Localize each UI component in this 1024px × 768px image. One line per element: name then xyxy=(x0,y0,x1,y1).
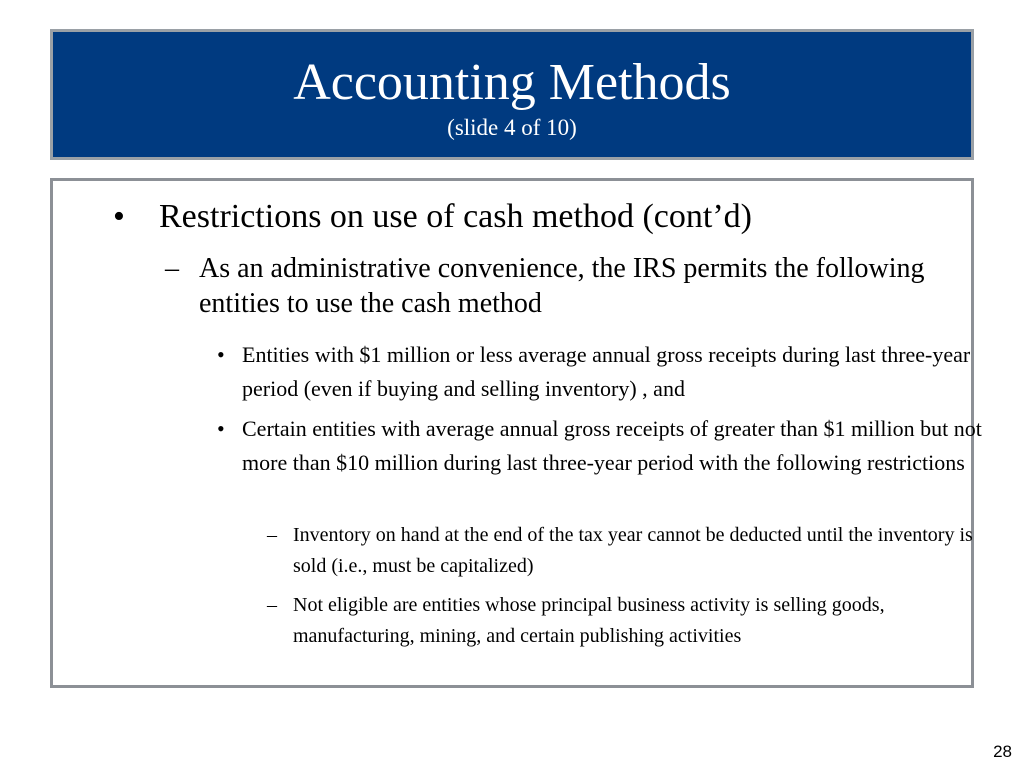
slide-subtitle: (slide 4 of 10) xyxy=(447,115,577,140)
bullet-level4 xyxy=(267,590,1007,652)
bullet-dot-icon: • xyxy=(217,342,225,367)
bullet-level3 xyxy=(217,412,1007,480)
bullet-level3 xyxy=(217,338,1007,406)
bullet-level1 xyxy=(109,197,949,237)
slide-title: Accounting Methods xyxy=(293,54,731,111)
bullet-level4-text: Inventory on hand at the end of the tax year cannot be deducted until the inventory is sold (i.e., must be capitalized) xyxy=(293,524,973,577)
dash-icon: – xyxy=(267,524,277,546)
page-number: 28 xyxy=(993,742,1012,761)
bullet-dot-icon: • xyxy=(113,198,125,235)
content-box xyxy=(50,178,982,688)
bullet-level1-text: Restrictions on use of cash method (cont’d) xyxy=(159,198,752,235)
dash-icon: – xyxy=(267,594,277,616)
bullet-level2 xyxy=(165,251,965,321)
bullet-level3-text: Certain entities with average annual gross receipts of greater than $1 million but not more than $10 million during last three-year period with the following restrictions xyxy=(242,416,982,475)
bullet-level4 xyxy=(267,520,1007,582)
bullet-dot-icon: • xyxy=(217,416,225,441)
title-box xyxy=(50,29,974,160)
bullet-level3-text: Entities with $1 million or less average annual gross receipts during last three-year period (even if buying and selling inventory) , and xyxy=(242,342,971,401)
dash-icon: – xyxy=(165,253,179,284)
bullet-level2-text: As an administrative convenience, the IRS permits the following entities to use the cash method xyxy=(199,253,925,319)
bullet-level4-text: Not eligible are entities whose principal business activity is selling goods, manufacturing, mining, and certain publishing activities xyxy=(293,594,885,647)
